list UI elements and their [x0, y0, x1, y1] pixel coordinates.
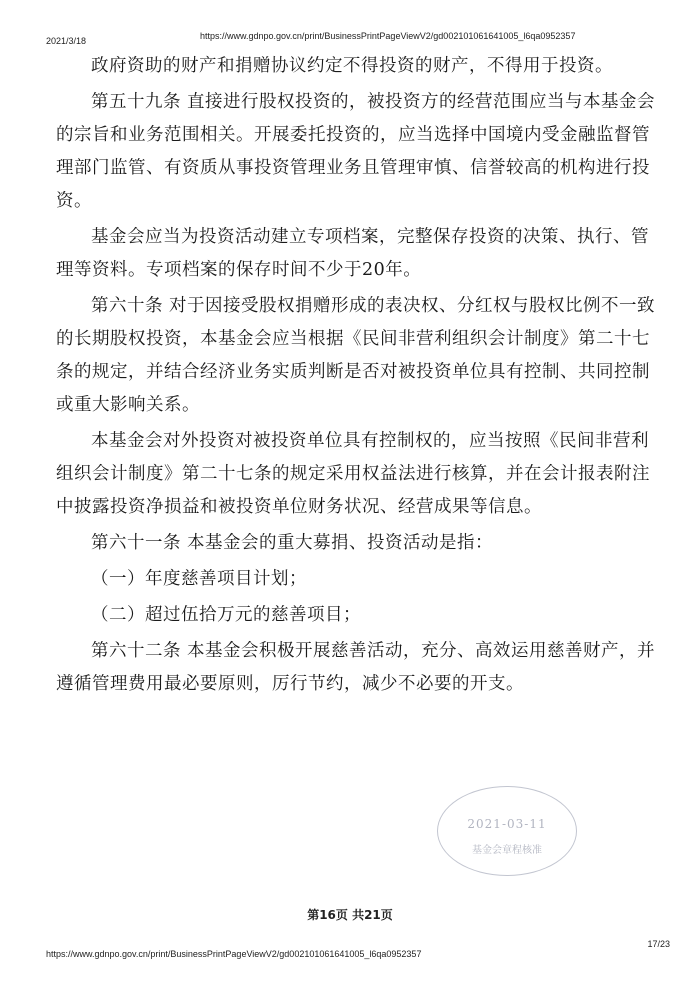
- stamp-org: 基金会章程核准: [472, 845, 542, 856]
- paragraph: 基金会应当为投资活动建立专项档案，完整保存投资的决策、执行、管理等资料。专项档案的保存时间不少于20年。: [56, 227, 649, 280]
- list-item: （二）超过伍拾万元的慈善项目；: [91, 605, 361, 625]
- footer-url: https://www.gdnpo.gov.cn/print/BusinessPrintPageViewV2/gd002101061641005_l6qa0952357: [46, 949, 422, 959]
- page-number: 第16页 共21页: [307, 908, 393, 922]
- paragraph-article-60: 第六十条 对于因接受股权捐赠形成的表决权、分红权与股权比例不一致的长期股权投资，本基金会应当根据《民间非营利组织会计制度》第二十七条的规定，并结合经济业务实质判断是否对被投资单位具有控制、共同控制或重大影响关系。: [56, 296, 656, 415]
- paragraph: 本基金会对外投资对被投资单位具有控制权的，应当按照《民间非营利组织会计制度》第二十七条的规定采用权益法进行核算，并在会计报表附注中披露投资净损益和被投资单位财务状况、经营成果等信息。: [56, 431, 650, 517]
- stamp-date: 2021-03-11: [467, 817, 547, 831]
- list-item: （一）年度慈善项目计划；: [91, 569, 307, 589]
- approval-stamp: [437, 786, 577, 876]
- paragraph: 政府资助的财产和捐赠协议约定不得投资的财产，不得用于投资。: [91, 56, 613, 76]
- header-url: https://www.gdnpo.gov.cn/print/BusinessPrintPageViewV2/gd002101061641005_l6qa0952357: [200, 31, 576, 41]
- paragraph-article-59: 第五十九条 直接进行股权投资的，被投资方的经营范围应当与本基金会的宗旨和业务范围相关。开展委托投资的，应当选择中国境内受金融监督管理部门监管、有资质从事投资管理业务且管理审慎、信誉较高的机构进行投资。: [56, 92, 656, 211]
- paragraph-article-61: 第六十一条 本基金会的重大募捐、投资活动是指：: [91, 533, 494, 553]
- document-body: [56, 50, 656, 701]
- print-date: 2021/3/18: [46, 36, 87, 46]
- footer-page: 17/23: [647, 939, 670, 949]
- paragraph-article-62: 第六十二条 本基金会积极开展慈善活动，充分、高效运用慈善财产，并遵循管理费用最必要原则，厉行节约，减少不必要的开支。: [56, 641, 656, 694]
